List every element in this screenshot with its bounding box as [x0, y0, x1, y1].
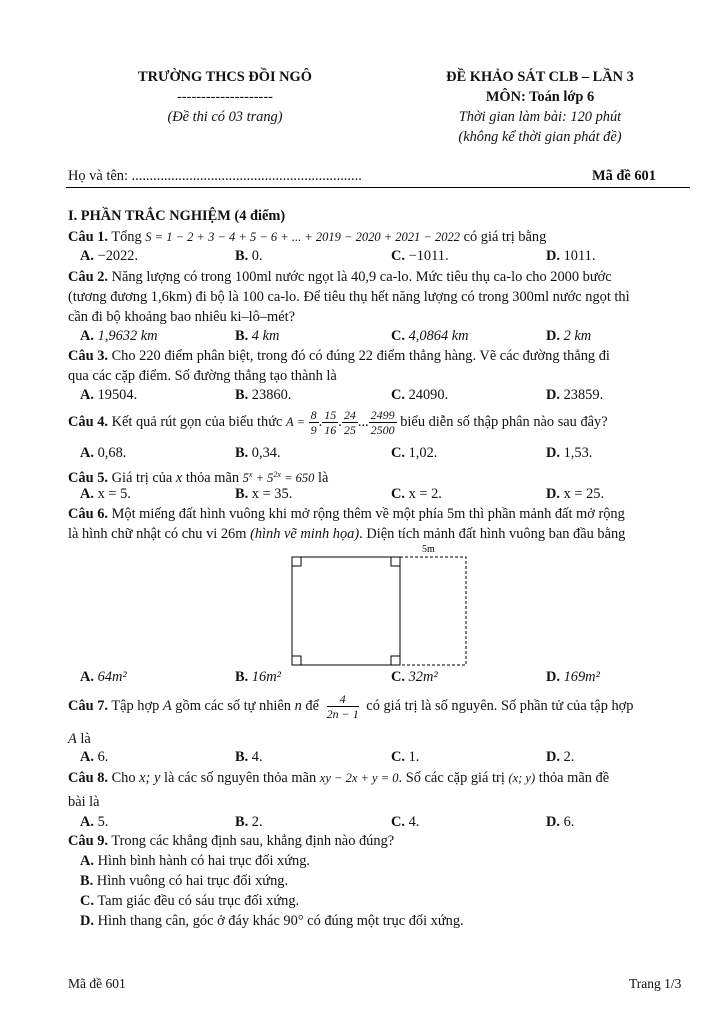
q2-option-b[interactable]: B. 4 km: [235, 328, 280, 344]
question-5: Câu 5. Giá trị của x thỏa mãn $5^x + 5^{2x} = 650$ là: [68, 470, 329, 487]
question-2-line3: cần đi bộ khoảng bao nhiêu ki–lô–mét?: [68, 309, 295, 325]
q5-option-d[interactable]: D. x = 25.: [546, 486, 605, 502]
q4-option-c[interactable]: C. 1,02.: [391, 445, 438, 461]
question-6: Câu 6. Một miếng đất hình vuông khi mở rộng thêm về một phía 5m thì phần mảnh đất mở rộng: [68, 506, 625, 522]
q1-option-b[interactable]: B. 0.: [235, 248, 263, 264]
q4-frac-4: $\frac{2499}{2500}$: [370, 408, 395, 438]
square-plot: [292, 557, 400, 665]
q4-frac-2: $\frac{15}{16}$: [324, 408, 337, 438]
q5-formula: $5^x + 5^{2x} = 650$: [242, 470, 315, 486]
q4-option-b[interactable]: B. 0,34.: [235, 445, 281, 461]
q5-option-b[interactable]: B. x = 35.: [235, 486, 293, 502]
pages-note: (Đề thi có 03 trang): [167, 109, 283, 125]
section-title: I. PHẦN TRẮC NGHIỆM (4 điểm): [68, 208, 286, 224]
question-9: Câu 9. Trong các khẳng định sau, khẳng định nào đúng?: [68, 833, 395, 849]
q6-option-d[interactable]: D. 169m²: [546, 669, 600, 685]
exam-time: Thời gian làm bài: 120 phút: [458, 109, 622, 125]
q6-figure: [280, 540, 480, 670]
q1-label: Câu 1.: [68, 229, 108, 245]
q4-option-a[interactable]: A. 0,68.: [80, 445, 127, 461]
q4-frac-3: $\frac{24}{25}$: [343, 408, 356, 438]
extension-plot: [400, 557, 466, 665]
question-6-line2: là hình chữ nhật có chu vi 26m (hình vẽ minh họa). Diện tích mảnh đất hình vuông ban đầu bằng: [68, 526, 626, 542]
q6-option-a[interactable]: A. 64m²: [80, 669, 127, 685]
q7-option-a[interactable]: A. 6.: [80, 749, 109, 765]
q9-option-b[interactable]: B. Hình vuông có hai trục đối xứng.: [80, 873, 289, 889]
q1-option-d[interactable]: D. 1011.: [546, 248, 596, 264]
question-3: Câu 3. Cho 220 điểm phân biệt, trong đó có đúng 22 điểm thẳng hàng. Vẽ các đường thẳng đi: [68, 348, 610, 364]
q9-option-a[interactable]: A. Hình bình hành có hai trục đối xứng.: [80, 853, 311, 869]
q8-option-d[interactable]: D. 6.: [546, 814, 575, 830]
corner-marks: [292, 557, 400, 665]
q8-option-b[interactable]: B. 2.: [235, 814, 263, 830]
q4-frac-1: $\frac{8}{9}$: [310, 408, 317, 438]
question-3-line2: qua các cặp điểm. Số đường thẳng tạo thành là: [68, 368, 337, 384]
q8-formula: xy − 2x + y = 0: [319, 771, 399, 785]
figure-label-5m: 5m: [422, 544, 435, 555]
q1-option-a[interactable]: A. −2022.: [80, 248, 139, 264]
header-divider: [66, 187, 690, 188]
q3-option-b[interactable]: B. 23860.: [235, 387, 292, 403]
q1-option-c[interactable]: C. −1011.: [391, 248, 449, 264]
q3-option-a[interactable]: A. 19504.: [80, 387, 138, 403]
exam-time-note: (không kể thời gian phát đề): [458, 129, 622, 145]
q7-option-b[interactable]: B. 4.: [235, 749, 263, 765]
q2-option-a[interactable]: A. 1,9632 km: [80, 328, 158, 344]
q4-option-d[interactable]: D. 1,53.: [546, 445, 593, 461]
q7-fraction: $\frac{4}{2n - 1}$: [326, 692, 359, 722]
q1-text-end: có giá trị bằng: [459, 229, 547, 245]
student-name-field[interactable]: Họ và tên: ................................................................: [68, 168, 362, 184]
q1-formula: S = 1 − 2 + 3 − 4 + 5 − 6 + ... + 2019 − 2020 + 2021 − 2022: [145, 230, 460, 244]
q5-option-c[interactable]: C. x = 2.: [391, 486, 442, 502]
question-7: Câu 7. Tập hợp A gồm các số tự nhiên n để $\frac{4}{2n - 1}$ có giá trị là số nguyên. Số phần tử của tập hợp: [68, 692, 634, 722]
question-7-line2: A là: [68, 731, 91, 747]
q1-text: Tổng: [107, 229, 146, 245]
exam-subject: MÔN: Toán lớp 6: [485, 89, 595, 105]
q5-option-a[interactable]: A. x = 5.: [80, 486, 131, 502]
question-8-line2: bài là: [68, 794, 100, 810]
question-4: Câu 4. Kết quả rút gọn của biểu thức A = $\frac{8}{9}$ . $\frac{15}{16}$ . $\frac{24}{25}$ ... $\frac{2499}{2500}$ biểu diễn số thập phân nào sau đây?: [68, 408, 608, 438]
question-1: [68, 229, 546, 246]
q7-option-d[interactable]: D. 2.: [546, 749, 575, 765]
q6-option-c[interactable]: C. 32m²: [391, 669, 438, 685]
exam-title: ĐỀ KHẢO SÁT CLB – LẦN 3: [446, 69, 634, 85]
question-8: Câu 8. Cho x; y là các số nguyên thỏa mãn xy − 2x + y = 0. Số các cặp giá trị (x; y) thỏa mãn đề: [68, 770, 610, 786]
header-dashes: --------------------: [177, 89, 273, 105]
q8-option-c[interactable]: C. 4.: [391, 814, 420, 830]
question-2: Câu 2. Năng lượng có trong 100ml nước ngọt là 40,9 ca-lo. Mức tiêu thụ ca-lo cho 2000 bước: [68, 269, 612, 285]
question-2-line2: (tương đương 1,6km) đi bộ là 100 ca-lo. Để tiêu thụ hết năng lượng có trong 300ml nước ngọt thì: [68, 289, 630, 305]
q3-option-c[interactable]: C. 24090.: [391, 387, 449, 403]
footer-exam-code: Mã đề 601: [68, 976, 126, 991]
footer-page-number: Trang 1/3: [629, 976, 682, 991]
q2-option-d[interactable]: D. 2 km: [546, 328, 592, 344]
exam-code: Mã đề 601: [592, 168, 656, 184]
q9-option-d[interactable]: D. Hình thang cân, góc ở đáy khác 90° có đúng một trục đối xứng.: [80, 913, 464, 929]
q2-option-c[interactable]: C. 4,0864 km: [391, 328, 469, 344]
school-name: TRƯỜNG THCS ĐỒI NGÔ: [138, 69, 312, 85]
q7-option-c[interactable]: C. 1.: [391, 749, 420, 765]
q6-option-b[interactable]: B. 16m²: [235, 669, 281, 685]
q9-option-c[interactable]: C. Tam giác đều có sáu trục đối xứng.: [80, 893, 300, 909]
q8-option-a[interactable]: A. 5.: [80, 814, 109, 830]
q3-option-d[interactable]: D. 23859.: [546, 387, 604, 403]
